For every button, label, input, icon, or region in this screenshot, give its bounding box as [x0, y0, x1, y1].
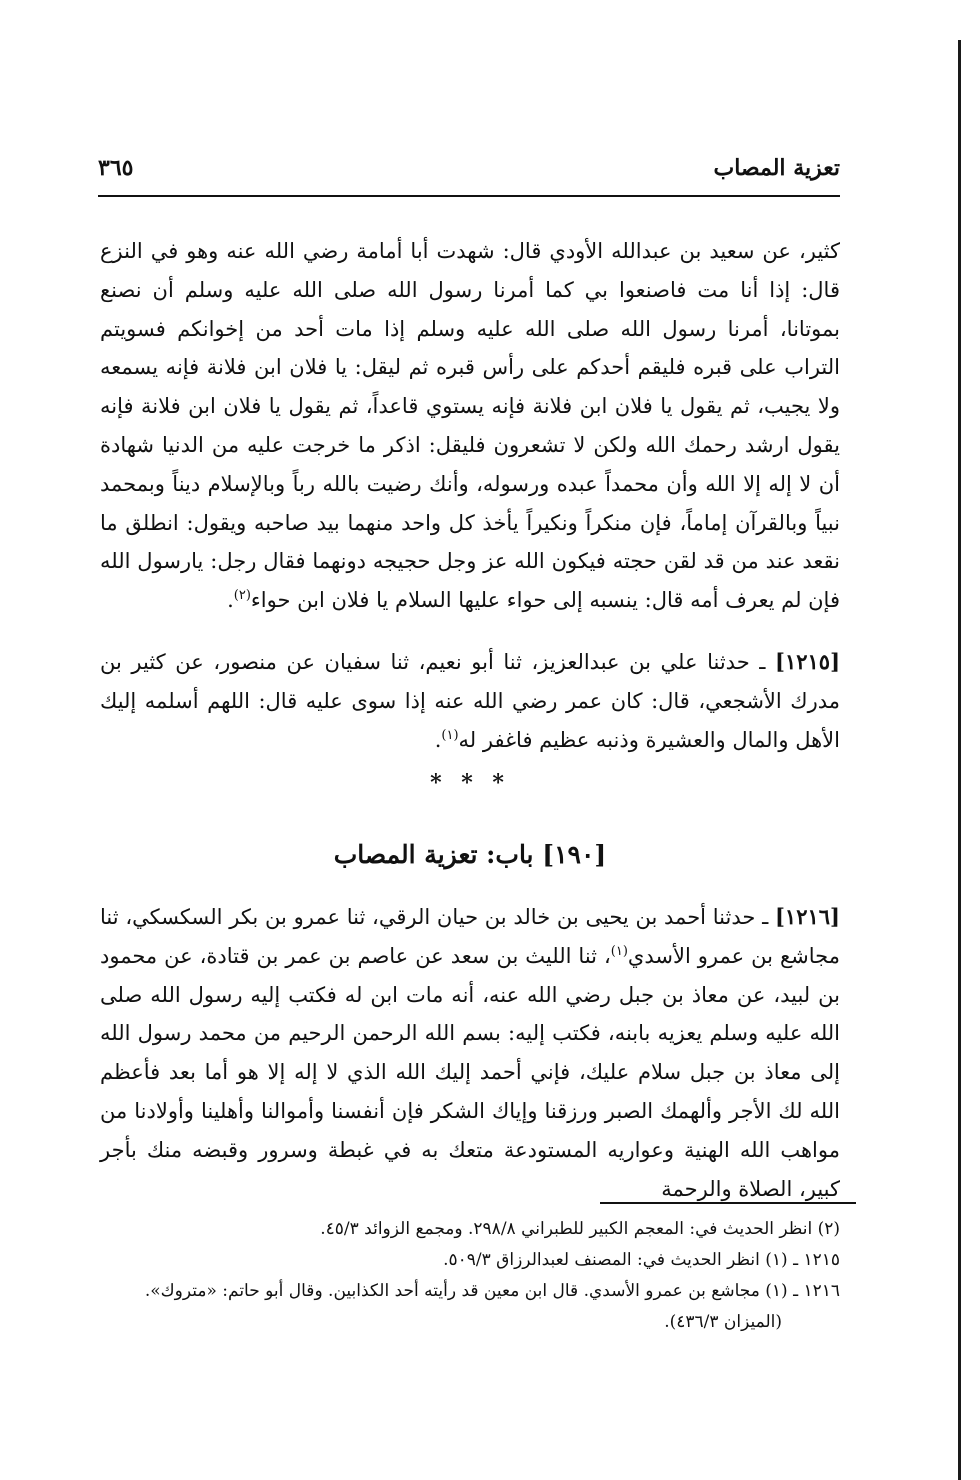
section-label: باب: تعزية المصاب — [333, 840, 534, 869]
section-number: [١٩٠] — [542, 840, 607, 869]
footnote-ref: (١) — [610, 943, 628, 959]
hadith-text-a: ـ حدثنا أحمد بن يحيى بن خالد بن حيان الرقي، ثنا عمرو بن بكر السكسكي، ثنا مجاشع بن عمرو الأسدي — [100, 905, 840, 968]
header-rule — [98, 195, 840, 197]
page-edge-line — [958, 40, 961, 1480]
hadith-text-b: ، ثنا الليث بن سعد عن عاصم بن عمر بن قتادة، عن محمود بن لبيد، عن معاذ بن جبل رضي الله عنه، أنه مات ابن له فكتب إليه رسول الله صلى الله عليه وسلم يعزيه بابنه، فكتب إليه: بسم الله الرحمن الرحيم من محمد رسول الله إلى معاذ بن جبل سلام عليك، فإني أحمد إليك الله الذي لا إله إلا هو أما بعد فأعظم الله لك الأجر وألهمك الصبر ورزقنا وإياك الشكر فإن أنفسنا وأموالنا وأهلينا وأولادنا من مواهب الله الهنية وعواريه المستودعة متعك به في غبطة وسرور وقبضه منك بأجر كبير، الصلاة والرحمة — [100, 943, 840, 1201]
hadith-end: . — [434, 727, 442, 752]
running-header — [98, 155, 840, 195]
footnote-rule — [600, 1202, 856, 1204]
page-number: ٣٦٥ — [98, 155, 134, 181]
footnotes — [100, 1214, 840, 1338]
hadith-number: [١٢١٥] — [775, 649, 840, 674]
paragraph-text: كثير، عن سعيد بن عبدالله الأودي قال: شهدت أبا أمامة رضي الله عنه وهو في النزع قال: إذا أنا مت فاصنعوا بي كما أمرنا رسول الله صلى الله عليه وسلم أن نصنع بموتانا، أمرنا رسول الله صلى الله عليه وسلم إذا مات أحد من إخوانكم فسويتم التراب على قبره فليقم أحدكم على رأس قبره ثم ليقل: يا فلان ابن فلانة فإنه يسمعه ولا يجيب، ثم يقول يا فلان ابن فلانة فإنه يستوي قاعداً، ثم يقول يا فلان ابن فلانة فإنه يقول ارشد رحمك الله ولكن لا تشعرون فليقل: اذكر ما خرجت عليه من الدنيا شهادة أن لا إله إلا الله وأن محمداً عبده ورسوله، وأنك رضيت بالله رباً وبالإسلام ديناً وبمحمد نبياً وبالقرآن إماماً، فإن منكراً ونكيراً يأخذ كل واحد منهما بيد صاحبه ويقول: انطلق ما نقعد عند من قد لقن حجته فيكون الله عز وجل حجيجه دونهما فقال رجل: يارسول الله فإن لم يعرف أمه قال: ينسبه إلى حواء عليها السلام يا فلان ابن حواء — [100, 239, 840, 613]
hadith-number: [١٢١٦] — [774, 904, 840, 929]
footnote-ref: (٢) — [233, 588, 251, 604]
hadith-1215 — [100, 643, 840, 759]
hadith-text: ـ حدثنا علي بن عبدالعزيز، ثنا أبو نعيم، ثنا سفيان عن منصور، عن كثير بن مدرك الأشجعي، قال: كان عمر رضي الله عنه إذا سوى عليه قال: اللهم أسلمه إليك الأهل والمال والعشيرة وذنبه عظيم فاغفر له — [100, 650, 840, 752]
footnote: (٢) انظر الحديث في: المعجم الكبير للطبراني ٢٩٨/٨. ومجمع الزوائد ٤٥/٣. — [320, 1219, 840, 1239]
section-separator: * * * — [430, 770, 510, 796]
footnote: ١٢١٦ ـ (١) مجاشع بن عمرو الأسدي. قال ابن معين قد رأيته أحد الكذابين. وقال أبو حاتم: «متروك». — [144, 1281, 840, 1301]
hadith-1216 — [100, 898, 840, 1208]
section-heading — [100, 840, 840, 869]
footnote: ١٢١٥ ـ (١) انظر الحديث في: المصنف لعبدالرزاق ٥٠٩/٣. — [443, 1250, 840, 1270]
header-title: تعزية المصاب — [713, 155, 840, 181]
footnote-ref: (١) — [441, 727, 459, 743]
paragraph-end: . — [227, 588, 234, 613]
footnote-continuation: (الميزان ٤٣٦/٣). — [664, 1312, 782, 1332]
paragraph-continuation — [100, 232, 840, 620]
